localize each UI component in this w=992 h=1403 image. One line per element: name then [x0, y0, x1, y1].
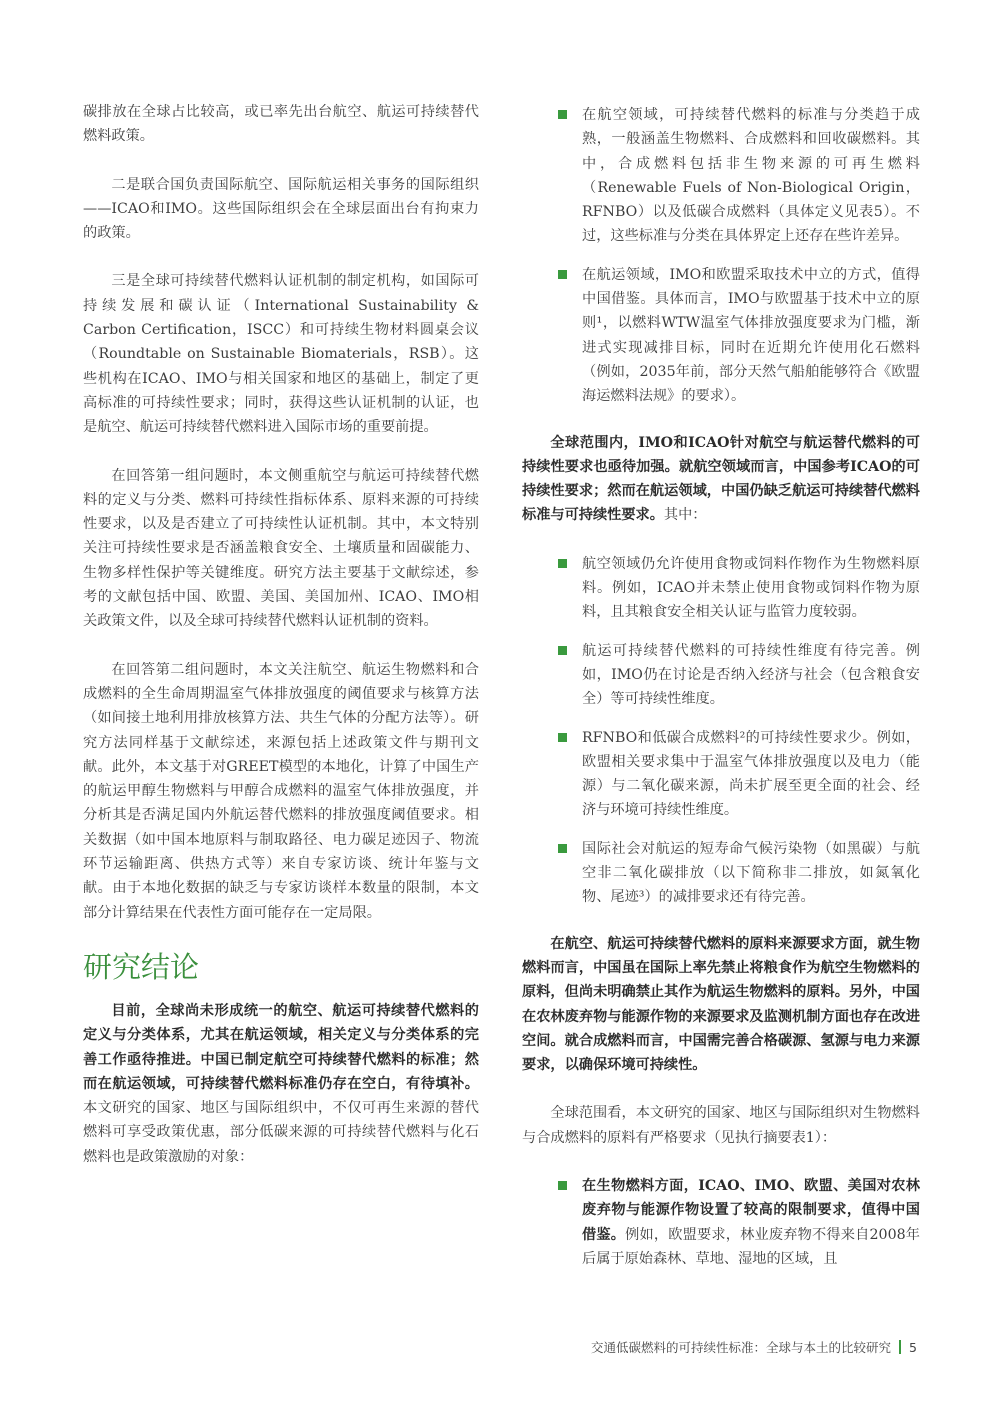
list-item-text: 在航空领域，可持续替代燃料的标准与分类趋于成熟，一般涵盖生物燃料、合成燃料和回收碳燃料。其中，合成燃料包括非生物来源的可再生燃料（Renewable Fuels of Non-Biological Origin，RFNBO）以及低碳合成燃料（具体定义见表5）。不过，这些标准与分类在具体界定上还存在些许差异。	[582, 107, 920, 245]
paragraph-second-question-group: 在回答第二组问题时，本文关注航空、航运生物燃料和合成燃料的全生命周期温室气体排放强度的阈值要求与核算方法（如间接土地利用排放核算方法、共生气体的分配方法等）。研究方法同样基于文献综述，来源包括上述政策文件与期刊文献。此外，本文基于对GREET模型的本地化，计算了中国生产的航运甲醇生物燃料与甲醇合成燃料的温室气体排放强度，并分析其是否满足国内外航运替代燃料的排放强度阈值要求。相关数据（如中国本地原料与制取路径、电力碳足迹因子、物流环节运输距离、供热方式等）来自专家访谈、统计年鉴与文献。由于本地化数据的缺乏与专家访谈样本数量的限制，本文部分计算结果在代表性方面可能存在一定局限。	[83, 661, 479, 921]
list-item	[558, 1174, 920, 1271]
bold-text: 在航空、航运可持续替代燃料的原料来源要求方面，就生物燃料而言，中国虽在国际上率先禁止将粮食作为航空生物燃料的原料，但尚未明确禁止其作为航运生物燃料的原料。另外，中国在农林废弃物与能源作物的来源要求及监测机制方面也存在改进空间。就合成燃料而言，中国需完善合格碳源、氢源与电力来源要求，以确保环境可持续性。	[522, 935, 920, 1074]
bold-text: 在生物燃料方面，ICAO、IMO、欧盟、美国对农林废弃物与能源作物设置了较高的限制要求，值得中国借鉴。	[582, 1177, 920, 1243]
list-item	[558, 103, 920, 249]
section-heading-conclusions: 研究结论	[83, 949, 200, 984]
paragraph-intro-continued: 碳排放在全球占比较高，或已率先出台航空、航运可持续替代燃料政策。	[83, 104, 479, 145]
paragraph-conclusion-definitions	[83, 999, 479, 1169]
paragraph-global-feedstock: 全球范围看，本文研究的国家、地区与国际组织对生物燃料与合成燃料的原料有严格要求（见执行摘要表1）：	[522, 1105, 920, 1146]
paragraph-first-question-group: 在回答第一组问题时，本文侧重航空与航运可持续替代燃料的定义与分类、燃料可持续性指标体系、原料来源的可持续性要求，以及是否建立了可持续性认证机制。其中，本文特别关注可持续性要求是否涵盖粮食安全、土壤质量和固碳能力、生物多样性保护等关键维度。研究方法主要基于文献综述，参考的文献包括中国、欧盟、美国、美国加州、ICAO、IMO相关政策文件，以及全球可持续替代燃料认证机制的资料。	[83, 467, 479, 630]
bullet-list-definitions	[558, 103, 920, 409]
footer-report-title: 交通低碳燃料的可持续性标准：全球与本土的比较研究	[591, 1340, 892, 1355]
square-bullet-icon	[558, 733, 567, 742]
bullet-list-biofuels	[558, 1174, 920, 1271]
square-bullet-icon	[558, 110, 567, 119]
bold-text: 全球范围内，IMO和ICAO针对航空与航运替代燃料的可持续性要求也亟待加强。就航空领域而言，中国参考ICAO的可持续性要求；然而在航运领域，中国仍缺乏航运可持续替代燃料标准与可持续性要求。	[522, 434, 920, 524]
list-item-text: 航空领域仍允许使用食物或饲料作物作为生物燃料原料。例如，ICAO并未禁止使用食物或饲料作物为原料，且其粮食安全相关认证与监管力度较弱。	[582, 555, 920, 621]
footer-divider	[899, 1340, 901, 1354]
bullet-list-gaps	[558, 552, 920, 910]
list-item	[558, 726, 920, 823]
list-item-text: RFNBO和低碳合成燃料²的可持续性要求少。例如，欧盟相关要求集中于温室气体排放强度以及电力（能源）与二氧化碳来源，尚未扩展至更全面的社会、经济与环境可持续性维度。	[582, 729, 920, 819]
list-item-text: 在航运领域，IMO和欧盟采取技术中立的方式，值得中国借鉴。具体而言，IMO与欧盟基于技术中立的原则¹，以燃料WTW温室气体排放强度要求为门槛，渐进式实现减排目标，同时在近期允许使用化石燃料（例如，2035年前，部分天然气船舶能够符合《欧盟海运燃料法规》的要求）。	[582, 266, 920, 405]
paragraph-sustainability-requirements	[522, 431, 920, 528]
paragraph-feedstock-requirements	[522, 932, 920, 1078]
square-bullet-icon	[558, 1181, 567, 1190]
regular-text: 本文研究的国家、地区与国际组织中，不仅可再生来源的替代燃料可享受政策优惠，部分低碳来源的可持续替代燃料与化石燃料也是政策激励的对象：	[83, 1100, 479, 1165]
left-column	[83, 100, 479, 1193]
list-item	[558, 552, 920, 625]
square-bullet-icon	[558, 559, 567, 568]
square-bullet-icon	[558, 270, 567, 279]
page-number: 5	[909, 1339, 917, 1355]
square-bullet-icon	[558, 844, 567, 853]
list-item	[558, 639, 920, 712]
paragraph-certification-bodies: 三是全球可持续替代燃料认证机制的制定机构，如国际可持续发展和碳认证（International Sustainability & Carbon Certification，ISCC）和可持续生物材料圆桌会议（Roundtable on Sustainable Biomaterials，RSB）。这些机构在ICAO、IMO与相关国家和地区的基础上，制定了更高标准的可持续性要求；同时，获得这些认证机制的认证，也是航空、航运可持续替代燃料进入国际市场的重要前提。	[83, 273, 479, 436]
list-item	[558, 837, 920, 910]
paragraph-international-organizations: 二是联合国负责国际航空、国际航运相关事务的国际组织——ICAO和IMO。这些国际组织会在全球层面出台有拘束力的政策。	[83, 176, 479, 242]
list-item-text: 航运可持续替代燃料的可持续性维度有待完善。例如，IMO仍在讨论是否纳入经济与社会（包含粮食安全）等可持续性维度。	[582, 642, 920, 708]
regular-text: 其中：	[663, 507, 707, 524]
list-item-text: 国际社会对航运的短寿命气候污染物（如黑碳）与航空非二氧化碳排放（以下简称非二排放，如氮氧化物、尾迹³）的减排要求还有待完善。	[582, 840, 920, 906]
right-column	[522, 103, 920, 1293]
bold-text: 目前，全球尚未形成统一的航空、航运可持续替代燃料的定义与分类体系，尤其在航运领域，相关定义与分类体系的完善工作亟待推进。中国已制定航空可持续替代燃料的标准；然而在航运领域，可持续替代燃料标准仍存在空白，有待填补。	[83, 1002, 479, 1092]
list-item	[558, 263, 920, 409]
list-item-text: 例如，欧盟要求，林业废弃物不得来自2008年后属于原始森林、草地、湿地的区域，且	[582, 1226, 920, 1267]
page-footer	[591, 1338, 917, 1356]
square-bullet-icon	[558, 646, 567, 655]
